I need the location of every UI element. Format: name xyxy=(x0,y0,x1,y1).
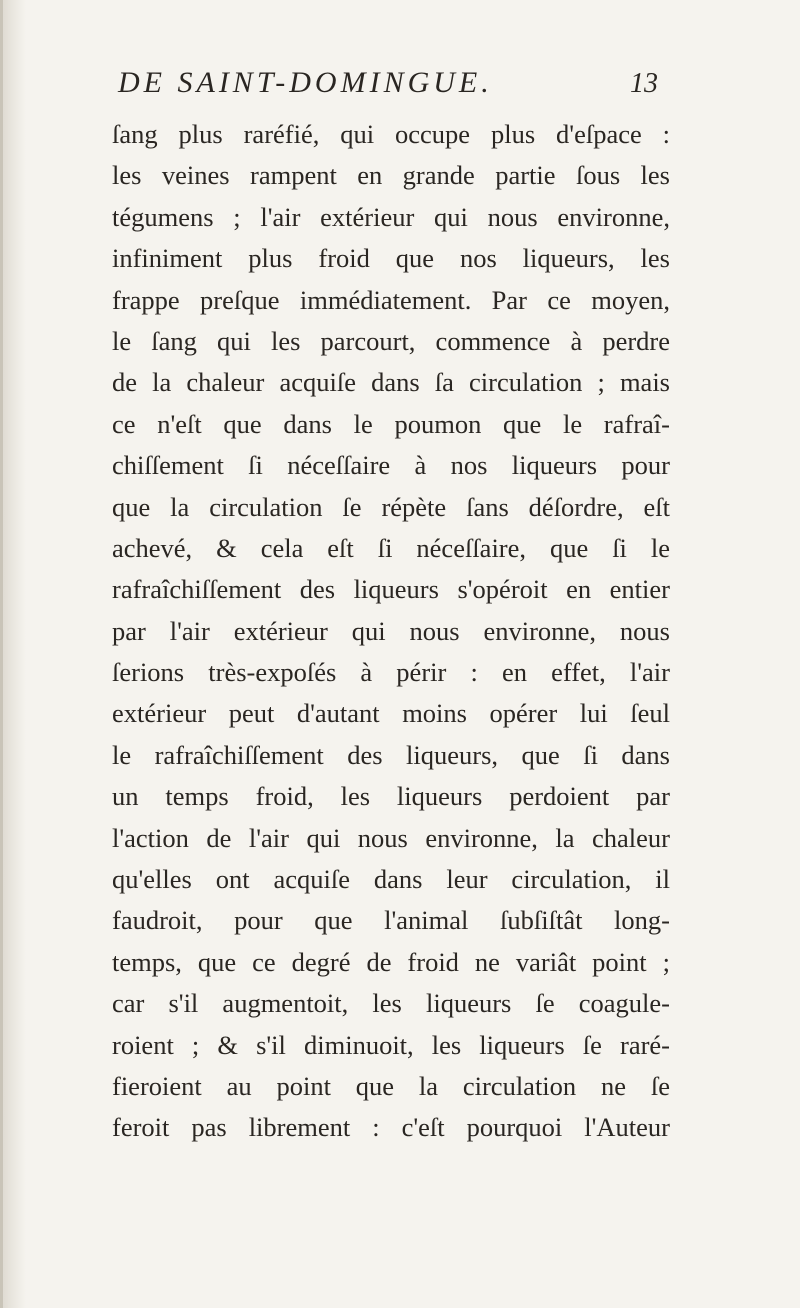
text-line: faudroit, pour que l'animal ſubſiſtât long- xyxy=(112,905,670,936)
text-line: un temps froid, les liqueurs perdoient par xyxy=(112,781,670,812)
text-line: infiniment plus froid que nos liqueurs, les xyxy=(112,243,670,274)
text-line: les veines rampent en grande partie ſous les xyxy=(112,160,670,191)
text-line: tégumens ; l'air extérieur qui nous environne, xyxy=(112,201,670,232)
text-line: achevé, & cela eſt ſi néceſſaire, que ſi le xyxy=(112,532,670,563)
text-line: l'action de l'air qui nous environne, la chaleur xyxy=(112,822,670,853)
page-fold xyxy=(0,0,3,1308)
page-header xyxy=(96,66,656,110)
body-text xyxy=(112,114,670,1149)
page-number: 13 xyxy=(630,68,658,99)
text-line: frappe preſque immédiatement. Par ce moyen, xyxy=(112,284,670,315)
text-line: qu'elles ont acquiſe dans leur circulation, il xyxy=(112,864,670,895)
text-line: car s'il augmentoit, les liqueurs ſe coagule- xyxy=(112,988,670,1019)
text-line: chiſſement ſi néceſſaire à nos liqueurs pour xyxy=(112,450,670,481)
running-title: DE SAINT-DOMINGUE. xyxy=(118,66,493,99)
text-line: fieroient au point que la circulation ne ſe xyxy=(112,1070,670,1101)
binding-gutter xyxy=(0,0,26,1308)
text-line: rafraîchiſſement des liqueurs s'opéroit en entier xyxy=(112,574,670,605)
text-line: feroit pas librement : c'eſt pourquoi l'Auteur xyxy=(112,1112,670,1143)
text-line: roient ; & s'il diminuoit, les liqueurs ſe raré- xyxy=(112,1029,670,1060)
text-line: par l'air extérieur qui nous environne, nous xyxy=(112,615,670,646)
text-line: temps, que ce degré de froid ne variât point ; xyxy=(112,946,670,977)
text-line: le ſang qui les parcourt, commence à perdre xyxy=(112,325,670,356)
text-line: de la chaleur acquiſe dans ſa circulation ; mais xyxy=(112,367,670,398)
text-line: ce n'eſt que dans le poumon que le rafraî- xyxy=(112,408,670,439)
text-line: que la circulation ſe répète ſans déſordre, eſt xyxy=(112,491,670,522)
text-line: le rafraîchiſſement des liqueurs, que ſi dans xyxy=(112,739,670,770)
text-line: extérieur peut d'autant moins opérer lui ſeul xyxy=(112,698,670,729)
text-line: ſang plus raréfié, qui occupe plus d'eſpace : xyxy=(112,119,670,149)
text-line: ſerions très-expoſés à périr : en effet, l'air xyxy=(112,657,670,688)
